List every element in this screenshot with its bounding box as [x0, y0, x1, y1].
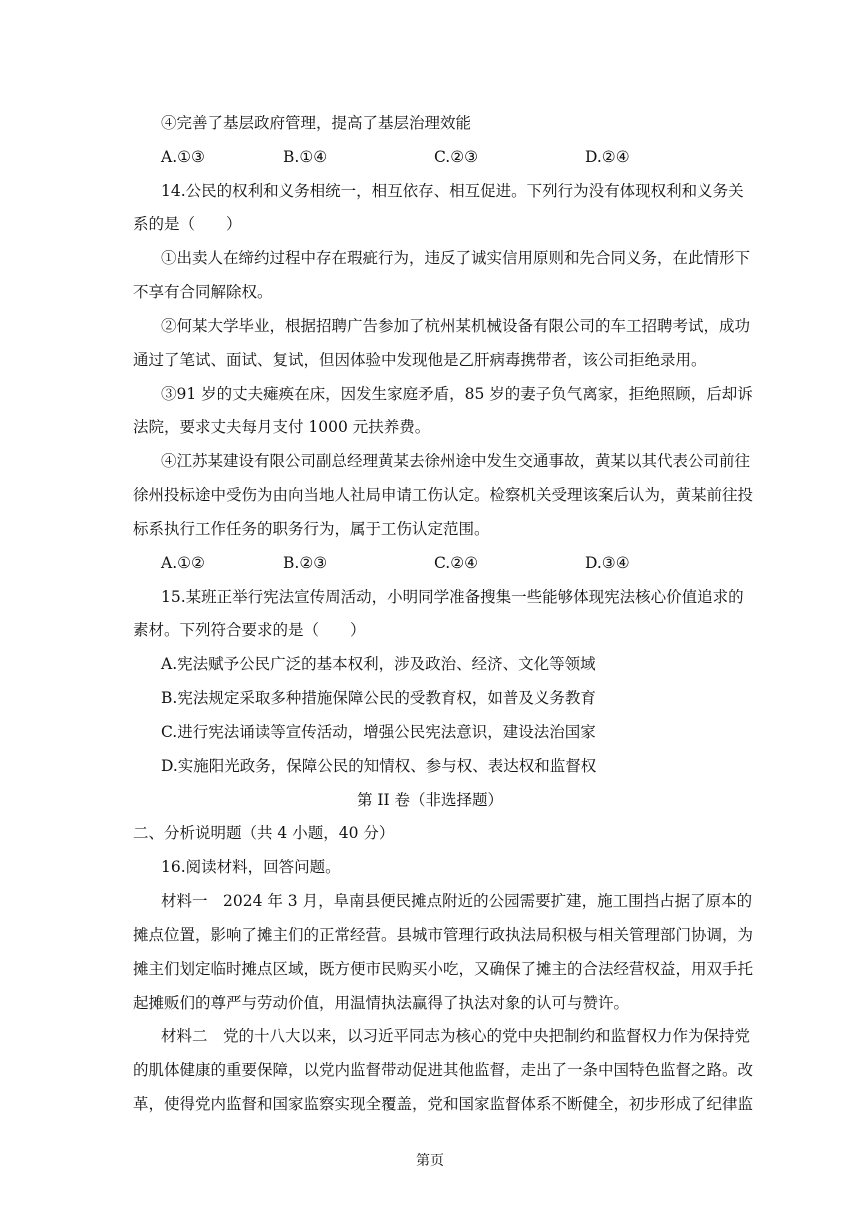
q15-stem-line-2: 素材。下列符合要求的是（ ） [133, 621, 366, 639]
q15-option-d: D.实施阳光政务，保障公民的知情权、参与权、表达权和监督权 [161, 757, 597, 775]
q14-statement-4-line-3: 标系执行工作任务的职务行为，属于工伤认定范围。 [133, 520, 490, 538]
q15-option-a: A.宪法赋予公民广泛的基本权利，涉及政治、经济、文化等领域 [161, 655, 596, 673]
q14-stem-line-2: 系的是（ ） [133, 215, 242, 233]
q15-stem-line-1: 15.某班正举行宪法宣传周活动，小明同学准备搜集一些能够体现宪法核心价值追求的 [161, 588, 744, 606]
q16-material-2-line-3: 革，使得党内监督和国家监察实现全覆盖，党和国家监督体系不断健全，初步形成了纪律监 [133, 1095, 754, 1113]
page-footer: 第页 [416, 1153, 444, 1169]
q14-statement-3-line-2: 法院，要求丈夫每月支付 1000 元扶养费。 [133, 418, 431, 436]
q14-statement-1-line-2: 不享有合同解除权。 [133, 283, 273, 301]
q16-material-1-line-3: 摊主们划定临时摊点区域，既方便市民购买小吃，又确保了摊主的合法经营权益，用双手托 [133, 960, 754, 978]
q14-choice-a: A.①② [161, 554, 205, 572]
q14-statement-2-line-1: ②何某大学毕业，根据招聘广告参加了杭州某机械设备有限公司的车工招聘考试，成功 [161, 317, 751, 335]
section-heading: 二、分析说明题（共 4 小题，40 分） [133, 824, 395, 842]
q16-material-1-line-1: 材料一 2024 年 3 月，阜南县便民摊点附近的公园需要扩建，施工围挡占据了原本的 [161, 892, 753, 910]
q16-material-1-line-2: 摊点位置，影响了摊主们的正常经营。县城市管理行政执法局积极与相关管理部门协调，为 [133, 926, 754, 944]
q15-option-b: B.宪法规定采取多种措施保障公民的受教育权，如普及义务教育 [161, 689, 596, 707]
q16-material-2-line-2: 的肌体健康的重要保障，以党内监督带动促进其他监督，走出了一条中国特色监督之路。改 [133, 1061, 754, 1079]
q14-statement-4-line-1: ④江苏某建设有限公司副总经理黄某去徐州途中发生交通事故，黄某以其代表公司前往 [161, 452, 751, 470]
q14-statement-2-line-2: 通过了笔试、面试、复试，但因体验中发现他是乙肝病毒携带者，该公司拒绝录用。 [133, 351, 707, 369]
q13-option-4: ④完善了基层政府管理，提高了基层治理效能 [161, 114, 472, 132]
q14-choice-d: D.③④ [585, 554, 630, 572]
q13-choice-b: B.①④ [283, 148, 328, 166]
q14-statement-1-line-1: ①出卖人在缔约过程中存在瑕疵行为，违反了诚实信用原则和先合同义务，在此情形下 [161, 249, 751, 267]
q15-option-c: C.进行宪法诵读等宣传活动，增强公民宪法意识，建设法治国家 [161, 723, 596, 741]
q14-statement-4-line-2: 徐州投标途中受伤为由向当地人社局申请工伤认定。检察机关受理该案后认为，黄某前往投 [133, 486, 754, 504]
q13-choice-d: D.②④ [585, 148, 630, 166]
q16-material-2-line-1: 材料二 党的十八大以来，以习近平同志为核心的党中央把制约和监督权力作为保持党 [161, 1027, 751, 1045]
section-title: 第 II 卷（非选择题） [356, 791, 504, 809]
q14-stem-line-1: 14.公民的权利和义务相统一，相互依存、相互促进。下列行为没有体现权利和义务关 [161, 182, 744, 200]
q16-stem: 16.阅读材料，回答问题。 [161, 858, 341, 876]
q14-statement-3-line-1: ③91 岁的丈夫瘫痪在床，因发生家庭矛盾，85 岁的妻子负气离家，拒绝照顾，后却诉 [161, 385, 753, 403]
q14-choice-c: C.②④ [434, 554, 479, 572]
q14-choice-b: B.②③ [283, 554, 328, 572]
q16-material-1-line-4: 起摊贩们的尊严与劳动价值，用温情执法赢得了执法对象的认可与赞许。 [133, 994, 630, 1012]
q13-choice-a: A.①③ [161, 148, 205, 166]
q13-choice-c: C.②③ [434, 148, 479, 166]
